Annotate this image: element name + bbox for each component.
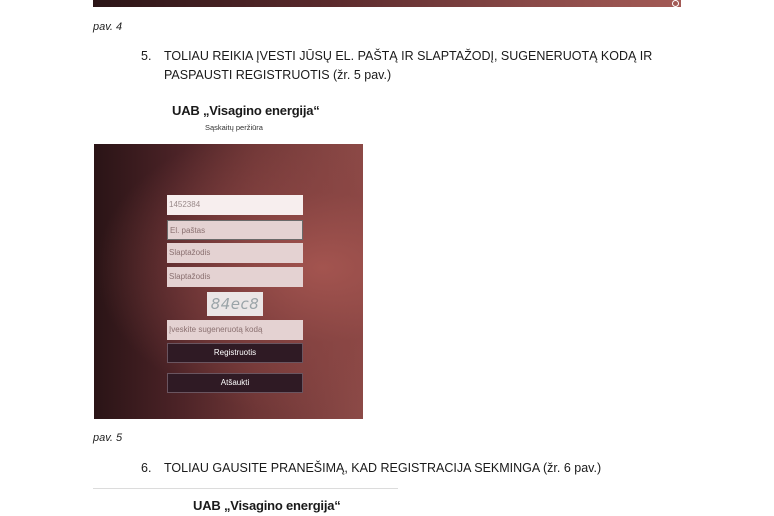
step-6-number: 6. (141, 461, 152, 475)
step-5-number: 5. (141, 49, 152, 63)
figure-5-subtitle: Sąskaitų peržiūra (205, 123, 263, 132)
password-field[interactable]: Slaptažodis (167, 243, 303, 263)
figure-6-top-border (93, 488, 398, 489)
figure-4-bottom-edge (93, 0, 681, 7)
registration-form-screenshot (94, 144, 363, 419)
figure-4-caption: pav. 4 (93, 21, 123, 33)
register-button[interactable]: Registruotis (167, 343, 303, 363)
password-repeat-field[interactable]: Slaptažodis (167, 267, 303, 287)
figure-6-brand: UAB „Visagino energija“ (193, 498, 341, 513)
captcha-image: 84ec8 (207, 292, 263, 316)
cancel-button[interactable]: Atšaukti (167, 373, 303, 393)
corner-circle-icon (672, 0, 679, 7)
email-field[interactable]: El. paštas (167, 220, 303, 240)
figure-5-brand: UAB „Visagino energija“ (172, 103, 320, 118)
figure-5-caption: pav. 5 (93, 432, 123, 444)
step-6-text: TOLIAU GAUSITE PRANEŠIMĄ, KAD REGISTRACIJA SEKMINGA (žr. 6 pav.) (164, 461, 602, 475)
captcha-input[interactable]: Įveskite sugeneruotą kodą (167, 320, 303, 340)
step-5-text: TOLIAU REIKIA ĮVESTI JŪSŲ EL. PAŠTĄ IR SLAPTAŽODĮ, SUGENERUOTĄ KODĄ IR PASPAUSTI REGISTRUOTIS (žr. 5 pav.) (164, 49, 653, 82)
customer-code-field[interactable]: 1452384 (167, 195, 303, 215)
